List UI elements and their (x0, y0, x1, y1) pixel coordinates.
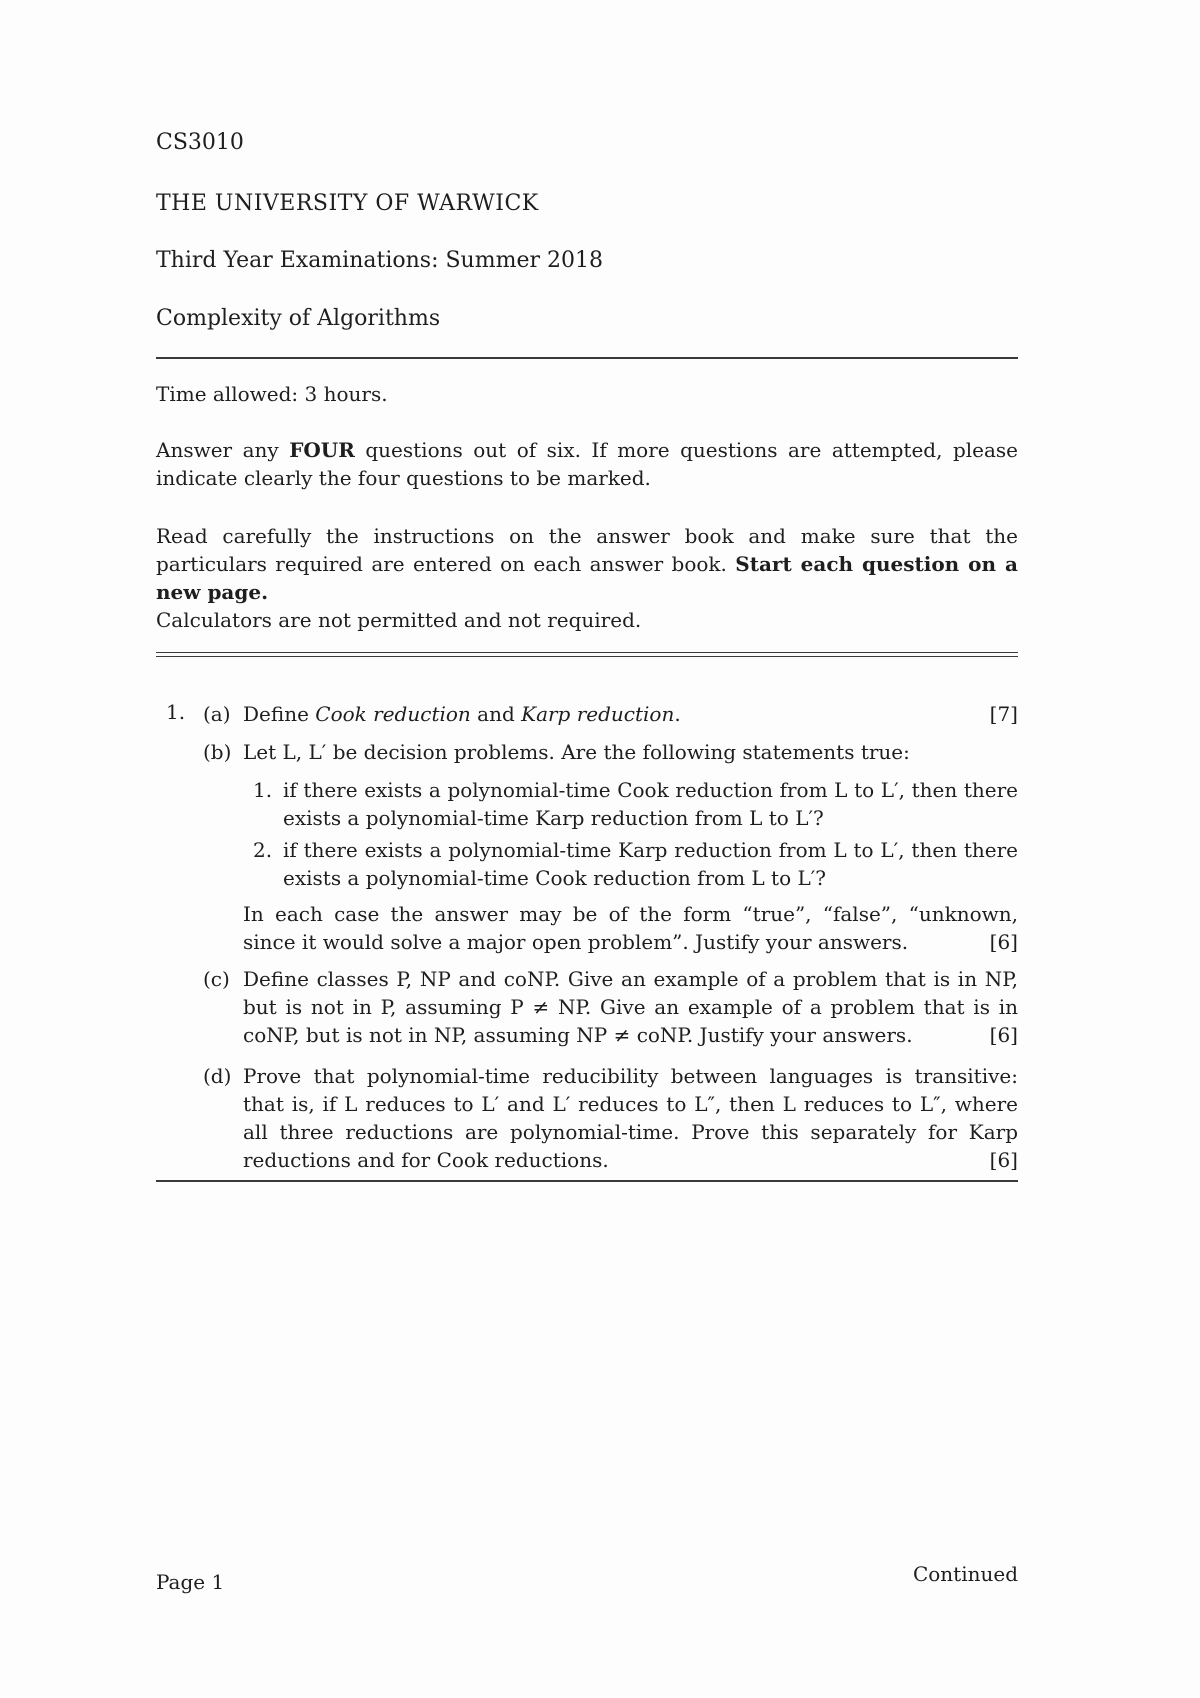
module-title: Complexity of Algorithms (156, 306, 441, 331)
question-part-b (203, 738, 1018, 766)
calculator-instruction: Calculators are not permitted and not required. (156, 608, 642, 632)
marks: [6] (989, 930, 1018, 954)
question-part-c: (c) Define classes P, NP and coNP. Give an example of a problem that is in NP, but is not in P, assuming P ≠ NP. Give an example of a problem that is in coNP, but is not in NP, assuming NP ≠ coNP. Justify your answers. [6] (203, 967, 1018, 1047)
marks: [6] (989, 1148, 1018, 1172)
list-item: 2. if there exists a polynomial-time Karp reduction from L to L′, then there exists a polynomial-time Cook reduction from L to L′? (253, 838, 1018, 890)
part-label: (d) (203, 1064, 232, 1088)
header-divider (156, 357, 1018, 359)
question-part-d: (d) Prove that polynomial-time reducibility between languages is transitive: that is, if L reduces to L′ and L′ reduces to L″, then L reduces to L″, where all three reductions are polynomial-time. Prove this separately for Karp reductions and for Cook reductions. [6] (203, 1064, 1018, 1172)
marks: [6] (989, 1023, 1018, 1047)
course-code: CS3010 (156, 130, 244, 155)
list-item: 1. if there exists a polynomial-time Cook reduction from L to L′, then there exists a polynomial-time Karp reduction from L to L′? (253, 778, 1018, 830)
part-b-note: In each case the answer may be of the form “true”, “false”, “unknown, since it would solve a major open problem”. Justify your answers. [6] (243, 902, 1018, 954)
time-allowed: Time allowed: 3 hours. (156, 382, 388, 406)
question-divider (156, 1180, 1018, 1182)
part-label: (a) (203, 702, 231, 726)
read-instruction: Read carefully the instructions on the answer book and make sure that the particulars required are entered on each answer book. Start each question on a new page. (156, 524, 1018, 604)
exam-title: Third Year Examinations: Summer 2018 (156, 248, 603, 273)
page-number: Page 1 (156, 1570, 225, 1594)
continued-label: Continued (912, 1562, 1018, 1586)
question-part-a: (a) [7] Define Cook reduction and Karp reduction. (203, 702, 1018, 726)
part-label: (b) (203, 740, 232, 764)
part-b-text: Let L, L′ be decision problems. Are the following statements true: (243, 740, 910, 764)
answer-instruction: Answer any FOUR questions out of six. If more questions are attempted, please indicate clearly the four questions to be marked. (156, 438, 1018, 490)
university-name: THE UNIVERSITY OF WARWICK (156, 191, 539, 216)
part-label: (c) (203, 967, 230, 991)
instructions-divider (156, 652, 1018, 657)
question-number: 1. (166, 700, 186, 724)
marks: [7] (989, 702, 1018, 726)
